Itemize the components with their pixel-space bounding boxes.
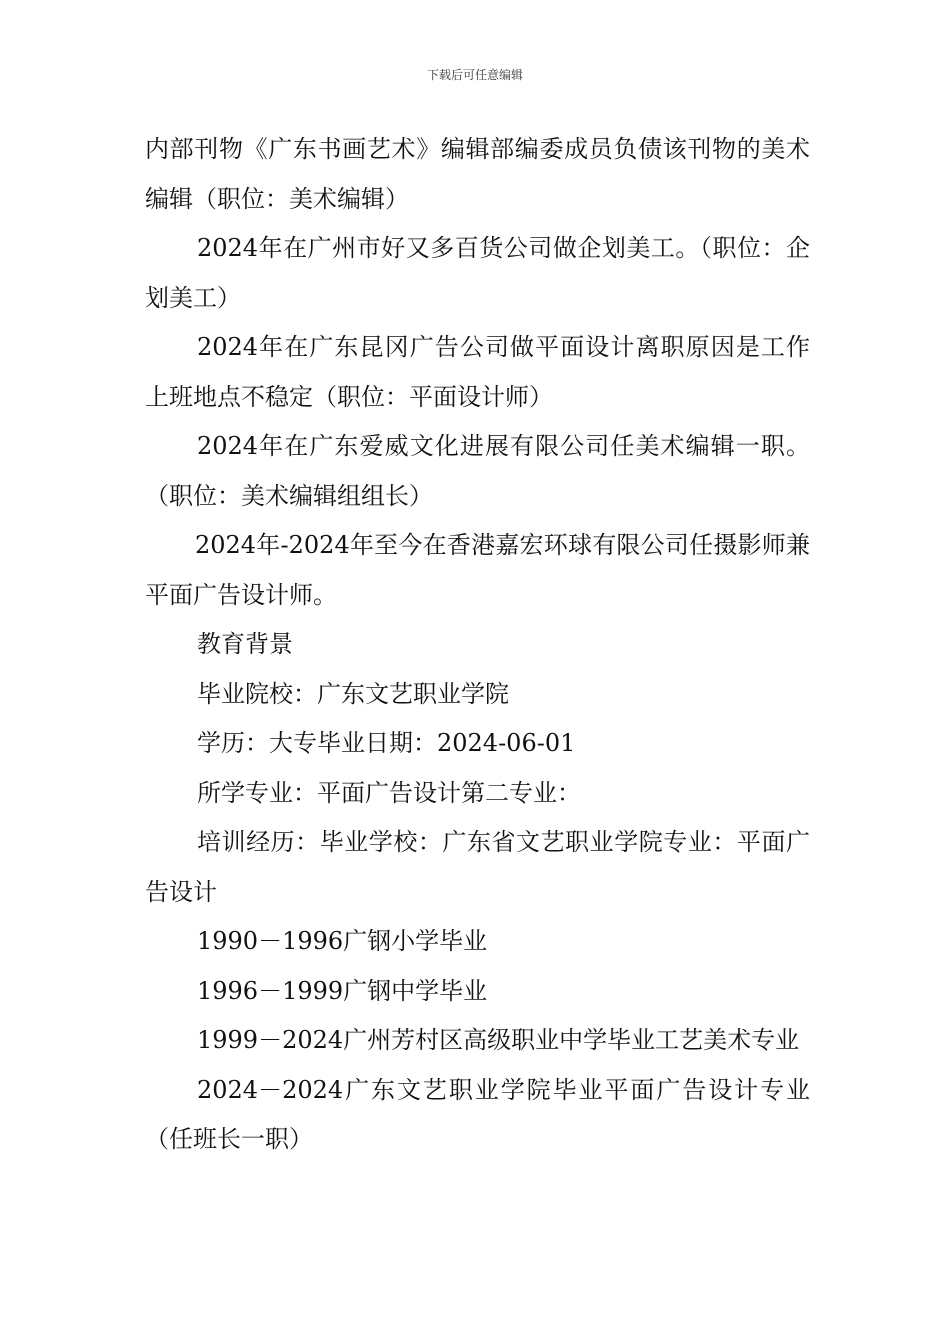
paragraph-middle-school: 1996－1999广钢中学毕业 bbox=[197, 976, 488, 1005]
paragraph-primary-school: 1990－1996广钢小学毕业 bbox=[197, 927, 488, 955]
paragraph-vocational-school: 1999－2024广州芳村区高级职业中学毕业工艺美术专业 bbox=[197, 1026, 800, 1054]
paragraph-planning-artist: 2024年在广州市好又多百货公司做企划美工。（职位：企划美工） bbox=[145, 234, 810, 312]
header-note: 下载后可任意编辑 bbox=[426, 68, 523, 82]
paragraph-major: 所学专业：平面广告设计第二专业： bbox=[197, 778, 581, 807]
paragraph-college: 2024－2024广东文艺职业学院毕业平面广告设计专业（任班长一职） bbox=[145, 1075, 810, 1153]
document-body bbox=[145, 125, 810, 1165]
paragraph-degree: 学历：大专毕业日期：2024-06-01 bbox=[197, 729, 576, 757]
paragraph-graphic-designer: 2024年在广东昆冈广告公司做平面设计离职原因是工作上班地点不稳定（职位：平面设计师） bbox=[145, 333, 810, 411]
section-heading-education: 教育背景 bbox=[197, 630, 293, 658]
paragraph-art-editor: 2024年在广东爱威文化进展有限公司任美术编辑一职。（职位：美术编辑组组长） bbox=[145, 432, 810, 510]
paragraph-training: 培训经历：毕业学校：广东省文艺职业学院专业：平面广告设计 bbox=[145, 828, 810, 906]
paragraph-editor-role: 内部刊物《广东书画艺术》编辑部编委成员负债该刊物的美术编辑（职位：美术编辑） bbox=[145, 135, 810, 213]
paragraph-school: 毕业院校：广东文艺职业学院 bbox=[197, 679, 509, 708]
paragraph-photographer: 2024年-2024年至今在香港嘉宏环球有限公司任摄影师兼平面广告设计师。 bbox=[145, 531, 810, 609]
